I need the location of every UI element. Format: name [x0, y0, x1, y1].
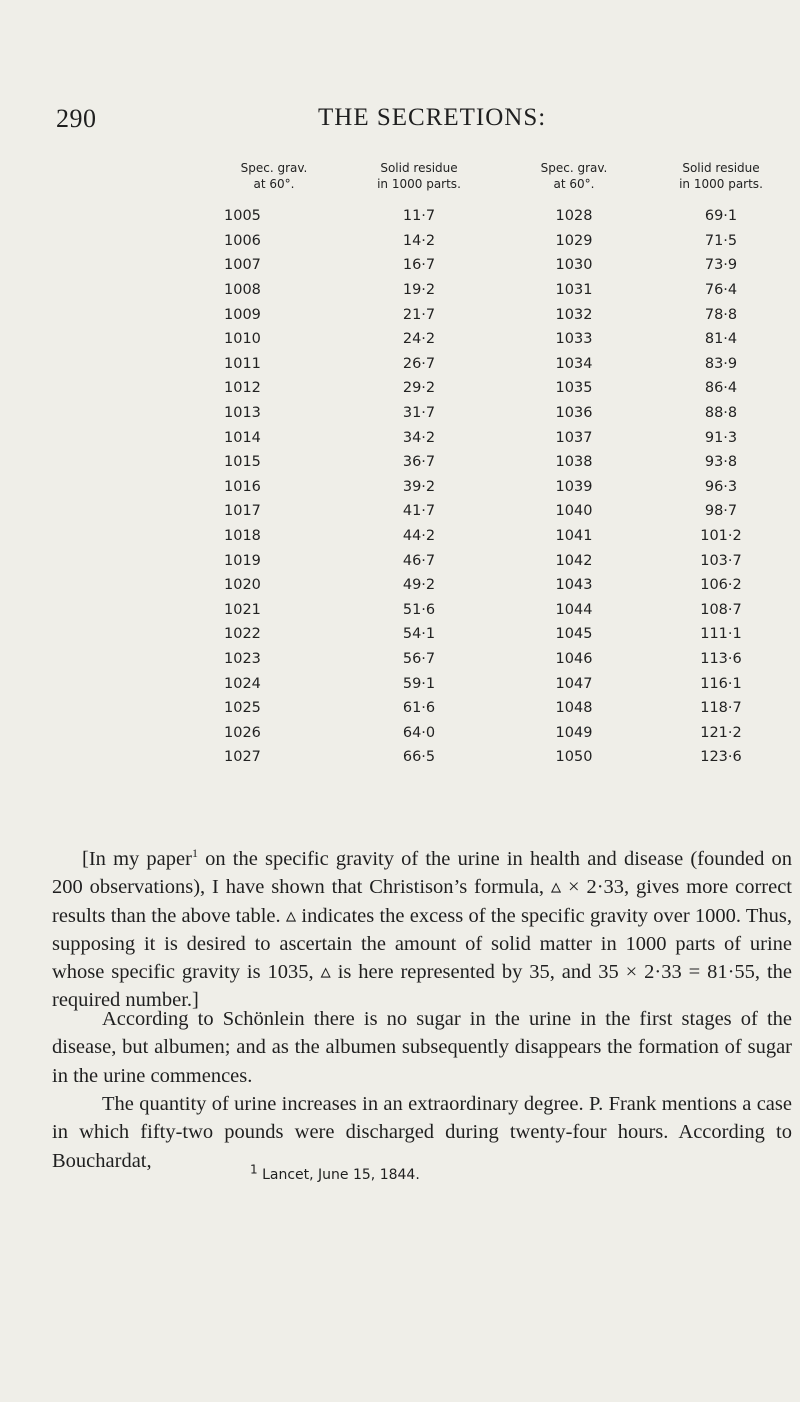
solid-residue-cell: 61·6: [402, 700, 436, 717]
footnote-marker: 1: [250, 1162, 258, 1177]
spec-grav-cell: 1021: [224, 601, 261, 618]
solid-residue-cell: 103·7: [700, 552, 742, 569]
spec-grav-cell: 1034: [555, 355, 593, 372]
spec-grav-cell: 1050: [555, 749, 593, 766]
solid-residue-cell: 26·7: [402, 355, 436, 372]
table-row: [200, 352, 798, 377]
spec-grav-cell: 1011: [224, 355, 261, 372]
table-header-row: [200, 160, 798, 204]
solid-residue-cell: 116·1: [700, 675, 742, 692]
spec-grav-cell: 1022: [224, 626, 261, 643]
solid-residue-cell: 106·2: [700, 577, 742, 594]
paragraph-schonlein: According to Schönlein there is no sugar in the urine in the first stages of the disease, but albumen; and as the albumen subsequently disappears the formation of sugar in the urine commences.: [52, 1008, 792, 1087]
spec-grav-cell: 1028: [555, 208, 593, 225]
table-row: [200, 450, 798, 475]
spec-grav-cell: 1007: [224, 257, 261, 274]
solid-residue-cell: 86·4: [704, 380, 738, 397]
spec-grav-cell: 1010: [224, 331, 261, 348]
table-row: [200, 622, 798, 647]
solid-residue-cell: 118·7: [700, 700, 742, 717]
spec-grav-cell: 1009: [224, 306, 261, 323]
solid-residue-cell: 49·2: [402, 577, 436, 594]
spec-grav-cell: 1033: [555, 331, 593, 348]
table-row: [200, 548, 798, 573]
solid-residue-cell: 111·1: [700, 626, 742, 643]
solid-residue-cell: 91·3: [704, 429, 738, 446]
solid-residue-cell: 88·8: [704, 405, 738, 422]
spec-grav-cell: 1015: [224, 454, 261, 471]
solid-residue-cell: 11·7: [402, 208, 436, 225]
solid-residue-cell: 51·6: [402, 601, 436, 618]
spec-grav-cell: 1019: [224, 552, 261, 569]
spec-grav-cell: 1018: [224, 528, 261, 545]
solid-residue-cell: 46·7: [402, 552, 436, 569]
spec-grav-cell: 1024: [224, 675, 261, 692]
solid-residue-cell: 113·6: [700, 650, 742, 667]
solid-residue-cell: 96·3: [704, 478, 738, 495]
table-row: [200, 745, 798, 770]
spec-grav-cell: 1032: [555, 306, 593, 323]
spec-grav-cell: 1027: [224, 749, 261, 766]
running-title: THE SECRETIONS:: [318, 104, 547, 131]
spec-grav-cell: 1026: [224, 724, 261, 741]
spec-grav-cell: 1012: [224, 380, 261, 397]
spec-grav-cell: 1046: [555, 650, 593, 667]
table-row: [200, 598, 798, 623]
solid-residue-cell: 16·7: [402, 257, 436, 274]
table-row: [200, 524, 798, 549]
spec-grav-cell: 1039: [555, 478, 593, 495]
spec-grav-cell: 1041: [555, 528, 593, 545]
solid-residue-cell: 64·0: [402, 724, 436, 741]
spec-grav-cell: 1016: [224, 478, 261, 495]
solid-residue-cell: 83·9: [704, 355, 738, 372]
spec-grav-cell: 1040: [555, 503, 593, 520]
spec-grav-cell: 1045: [555, 626, 593, 643]
footnote-text: Lancet, June 15, 1844.: [257, 1167, 420, 1183]
solid-residue-cell: 29·2: [402, 380, 436, 397]
header-solid-residue-2: Solid residue in 1000 parts.: [679, 161, 763, 191]
table-row: [200, 696, 798, 721]
spec-grav-cell: 1037: [555, 429, 593, 446]
table-row: [200, 647, 798, 672]
table-row: [200, 425, 798, 450]
footnote-reference: 1: [191, 846, 198, 861]
spec-grav-cell: 1008: [224, 282, 261, 299]
table-row: [200, 573, 798, 598]
header-spec-grav-2: Spec. grav. at 60°.: [540, 161, 608, 191]
header-solid-residue-1: Solid residue in 1000 parts.: [377, 161, 461, 191]
solid-residue-cell: 93·8: [704, 454, 738, 471]
solid-residue-cell: 14·2: [402, 232, 436, 249]
spec-grav-cell: 1036: [555, 405, 593, 422]
solid-residue-cell: 19·2: [402, 282, 436, 299]
solid-residue-cell: 31·7: [402, 405, 436, 422]
page-header: [0, 104, 800, 144]
spec-grav-cell: 1023: [224, 650, 261, 667]
solid-residue-cell: 108·7: [700, 601, 742, 618]
solid-residue-cell: 69·1: [704, 208, 738, 225]
solid-residue-cell: 54·1: [402, 626, 436, 643]
solid-residue-cell: 78·8: [704, 306, 738, 323]
table-row: [200, 327, 798, 352]
spec-grav-cell: 1017: [224, 503, 261, 520]
solid-residue-cell: 24·2: [402, 331, 436, 348]
table-row: [200, 671, 798, 696]
solid-residue-cell: 73·9: [704, 257, 738, 274]
table-row: [200, 204, 798, 229]
paragraph-christison-formula: [In my paper$^1$ on the specific gravity of the urine in health and disease (founded on 200 observations), I have shown that Christison’s formula, ▵ × 2·33, gives more correct results than the above table. ▵ indicates the excess of the specific gravity over 1000. Thus, supposing it is desired to ascertain the amount of solid matter in 1000 parts of urine whose specific gravity is 1035, ▵ is here represented by 35, and 35 × 2·33 = 81·55, the required number.]: [52, 846, 792, 1012]
solid-residue-cell: 71·5: [704, 232, 738, 249]
spec-grav-cell: 1043: [555, 577, 593, 594]
solid-residue-cell: 44·2: [402, 528, 436, 545]
table-row: [200, 278, 798, 303]
table-row: [200, 253, 798, 278]
table-row: [200, 720, 798, 745]
solid-residue-cell: 41·7: [402, 503, 436, 520]
table-body: [200, 204, 798, 770]
solid-residue-cell: 56·7: [402, 650, 436, 667]
spec-grav-cell: 1006: [224, 232, 261, 249]
table-row: [200, 475, 798, 500]
solid-residue-cell: 59·1: [402, 675, 436, 692]
solid-residue-cell: 121·2: [700, 724, 742, 741]
spec-grav-cell: 1013: [224, 405, 261, 422]
solid-residue-cell: 66·5: [402, 749, 436, 766]
table-row: [200, 401, 798, 426]
page-number: 290: [56, 104, 97, 133]
solid-residue-cell: 36·7: [402, 454, 436, 471]
solid-residue-cell: 76·4: [704, 282, 738, 299]
spec-grav-cell: 1035: [555, 380, 593, 397]
spec-grav-cell: 1038: [555, 454, 593, 471]
table-row: [200, 376, 798, 401]
spec-grav-cell: 1049: [555, 724, 593, 741]
table-row: [200, 499, 798, 524]
paragraph-urine-quantity: The quantity of urine increases in an extraordinary degree. P. Frank mentions a case in which fifty-two pounds were discharged during twenty-four hours. According to Bouchardat,: [52, 1093, 792, 1172]
header-spec-grav-1: Spec. grav. at 60°.: [240, 161, 308, 191]
spec-grav-cell: 1030: [555, 257, 593, 274]
solid-residue-cell: 21·7: [402, 306, 436, 323]
solid-residue-cell: 123·6: [700, 749, 742, 766]
spec-grav-cell: 1048: [555, 700, 593, 717]
solid-residue-cell: 101·2: [700, 528, 742, 545]
spec-grav-cell: 1031: [555, 282, 593, 299]
spec-grav-cell: 1047: [555, 675, 593, 692]
spec-grav-cell: 1025: [224, 700, 261, 717]
table-row: [200, 229, 798, 254]
solid-residue-cell: 34·2: [402, 429, 436, 446]
specific-gravity-table: [200, 160, 798, 770]
spec-grav-cell: 1020: [224, 577, 261, 594]
solid-residue-cell: 98·7: [704, 503, 738, 520]
spec-grav-cell: 1014: [224, 429, 261, 446]
spec-grav-cell: 1044: [555, 601, 593, 618]
spec-grav-cell: 1005: [224, 208, 261, 225]
solid-residue-cell: 39·2: [402, 478, 436, 495]
table-row: [200, 302, 798, 327]
spec-grav-cell: 1042: [555, 552, 593, 569]
footnote: [250, 1162, 420, 1183]
spec-grav-cell: 1029: [555, 232, 593, 249]
solid-residue-cell: 81·4: [704, 331, 738, 348]
